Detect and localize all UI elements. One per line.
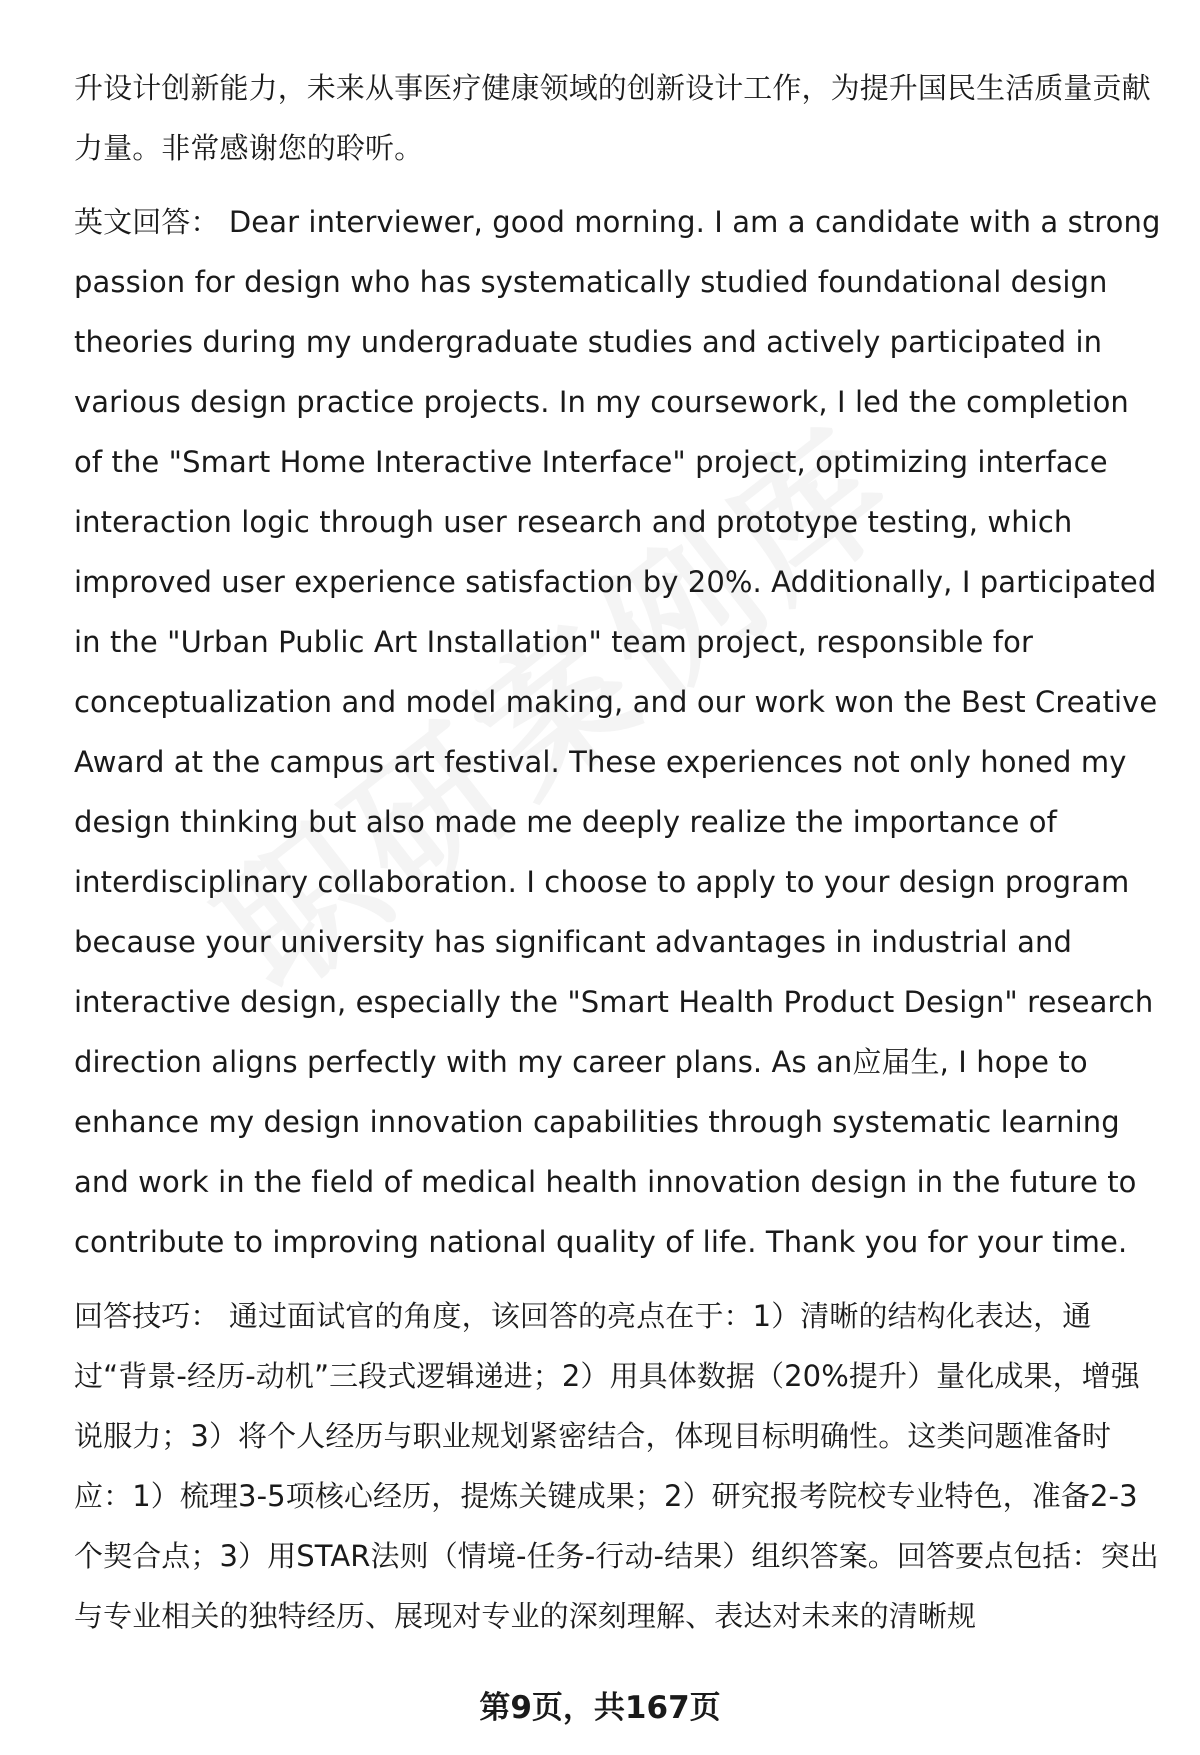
paragraph-answer-tips [74,1286,1164,1646]
paragraph-english-answer [74,192,1164,1272]
english-answer-text: Dear interviewer, good morning. I am a candidate with a strong passion for design who has systematically studied foundational design theories during my undergraduate studies and actively participated in various design practice projects. In my coursework, I led the completion of the "Smart Home Interactive Interface" project, optimizing interface interaction logic through user research and prototype testing, which improved user experience satisfaction by 20%. Additionally, I participated in the "Urban Public Art Installation" team project, responsible for conceptualization and model making, and our work won the Best Creative Award at the campus art festival. These experiences not only honed my design thinking but also made me deeply realize the importance of interdisciplinary collaboration. I choose to apply to your design program because your university has significant advantages in industrial and interactive design, especially the "Smart Health Product Design" research direction aligns perfectly with my career plans. As an应届生, I hope to enhance my design innovation capabilities through systematic learning and work in the field of medical health innovation design in the future to contribute to improving national quality of life. Thank you for your time. [74,205,1161,1259]
page-number-footer: 第9页，共167页 [479,1690,721,1726]
paragraph-intro-continuation [74,58,1164,178]
intro-continuation-text: 升设计创新能力，未来从事医疗健康领域的创新设计工作，为提升国民生活质量贡献力量。非常感谢您的聆听。 [74,71,1151,165]
document-body [74,58,1164,1646]
english-answer-label: 英文回答： [74,205,220,239]
tips-label: 回答技巧： [74,1299,220,1333]
tips-text: 通过面试官的角度，该回答的亮点在于：1）清晰的结构化表达，通过“背景-经历-动机”三段式逻辑递进；2）用具体数据（20%提升）量化成果，增强说服力；3）将个人经历与职业规划紧密结合，体现目标明确性。这类问题准备时应：1）梳理3-5项核心经历，提炼关键成果；2）研究报考院校专业特色，准备2-3个契合点；3）用STAR法则（情境-任务-行动-结果）组织答案。回答要点包括：突出与专业相关的独特经历、展现对专业的深刻理解、表达对未来的清晰规 [74,1299,1159,1633]
